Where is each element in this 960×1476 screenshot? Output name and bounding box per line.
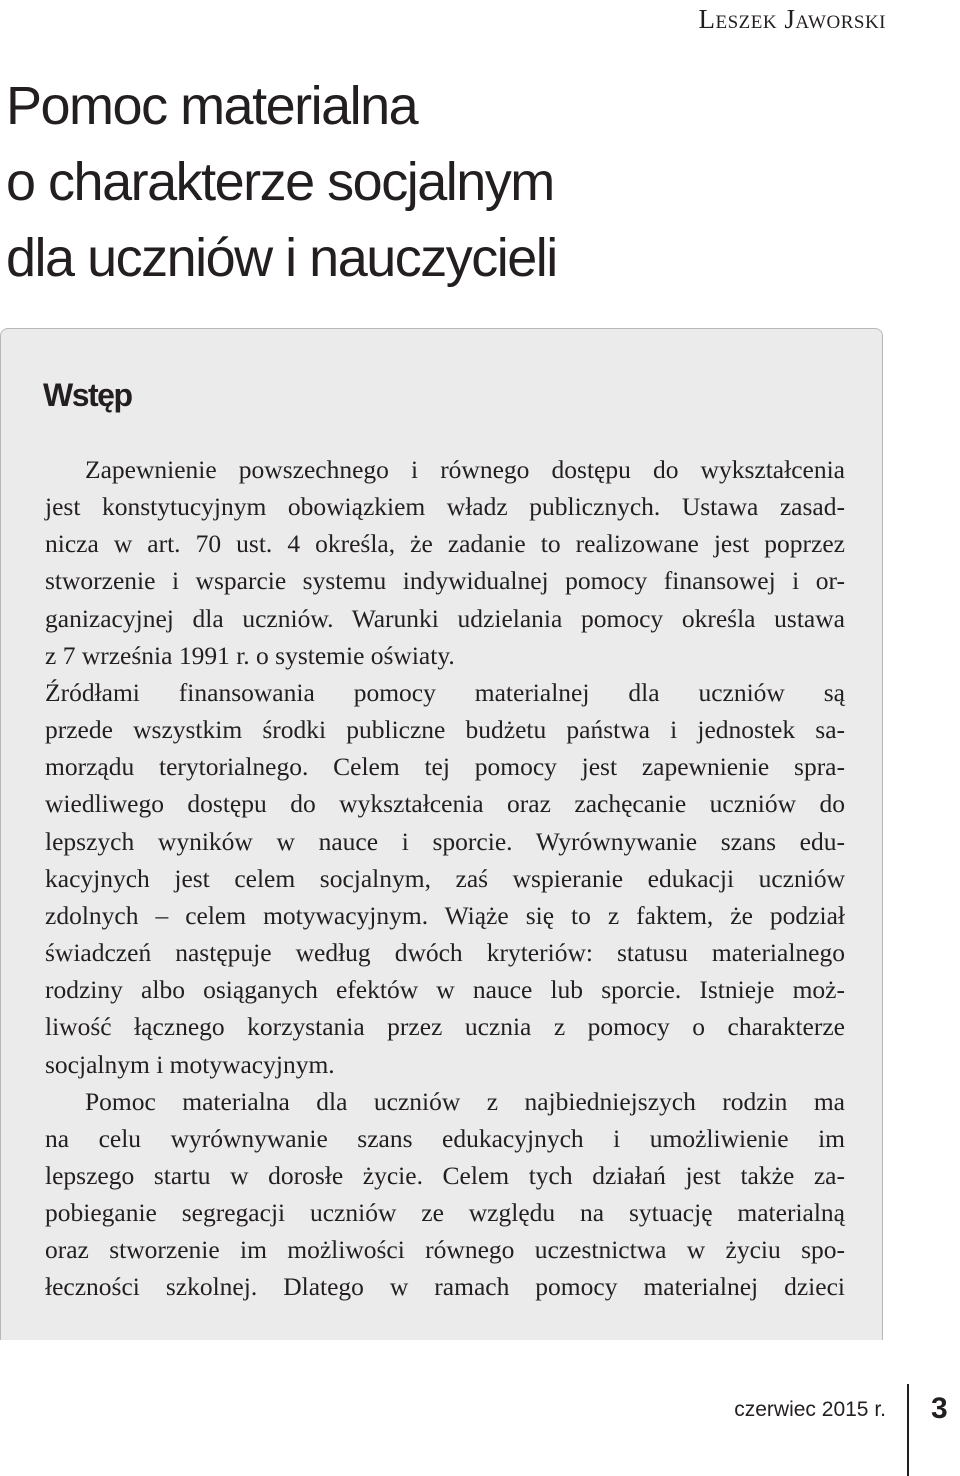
section-body [45,451,845,1306]
text-line: lepszego startu w dorosłe życie. Celem tych działań jest także za- [45,1160,845,1190]
text-line: Pomoc materialna dla uczniów z najbiedniejszych rodzin ma [85,1086,845,1116]
footer-divider [907,1384,909,1476]
text-line: Źródłami finansowania pomocy materialnej dla uczniów są [45,677,845,707]
text-line: morządu terytorialnego. Celem tej pomocy jest zapewnienie spra- [45,752,845,782]
author-name: Leszek Jaworski [698,4,886,34]
issue-date: czerwiec 2015 r. [734,1398,886,1421]
text-line: rodziny albo osiąganych efektów w nauce lub sporcie. Istnieje moż- [45,975,845,1005]
text-line: lepszych wyników w nauce i sporcie. Wyrównywanie szans edu- [45,826,845,856]
text-line: nicza w art. 70 ust. 4 określa, że zadanie to realizowane jest poprzez [45,529,845,559]
paragraph [45,451,845,674]
text-line: zdolnych – celem motywacyjnym. Wiąże się to z faktem, że podział [45,900,845,930]
text-line: oraz stworzenie im możliwości równego uczestnictwa w życiu spo- [45,1235,845,1265]
paragraph [45,1083,845,1306]
text-line: łeczności szkolnej. Dlatego w ramach pomocy materialnej dzieci [45,1272,845,1302]
text-line: socjalnym i motywacyjnym. [45,1049,335,1079]
title-line: dla uczniów i nauczycieli [6,228,557,288]
text-line: stworzenie i wsparcie systemu indywidualnej pomocy finansowej i or- [45,566,845,596]
section-heading: Wstęp [43,377,132,413]
paragraph [45,674,845,1083]
title-line: o charakterze socjalnym [6,152,554,212]
text-line: na celu wyrównywanie szans edukacyjnych i umożliwienie im [45,1123,845,1153]
text-line: ganizacyjnej dla uczniów. Warunki udzielania pomocy określa ustawa [45,603,845,633]
title-line: Pomoc materialna [6,76,418,136]
page-number: 3 [931,1392,948,1425]
article-title [6,68,557,296]
box-continuation-gap [0,1340,960,1360]
content-box [0,328,883,1348]
text-line: z 7 września 1991 r. o systemie oświaty. [45,640,455,670]
text-line: liwość łącznego korzystania przez ucznia z pomocy o charakterze [45,1012,845,1042]
text-line: pobieganie segregacji uczniów ze względu na sytuację materialną [45,1198,845,1228]
text-line: przede wszystkim środki publiczne budżetu państwa i jednostek sa- [45,715,845,745]
text-line: świadczeń następuje według dwóch kryteriów: statusu materialnego [45,938,845,968]
text-line: jest konstytucyjnym obowiązkiem władz publicznych. Ustawa zasad- [45,492,845,522]
text-line: Zapewnienie powszechnego i równego dostępu do wykształcenia [85,455,845,484]
text-line: kacyjnych jest celem socjalnym, zaś wspieranie edukacji uczniów [45,863,845,893]
text-line: wiedliwego dostępu do wykształcenia oraz zachęcanie uczniów do [45,789,845,819]
